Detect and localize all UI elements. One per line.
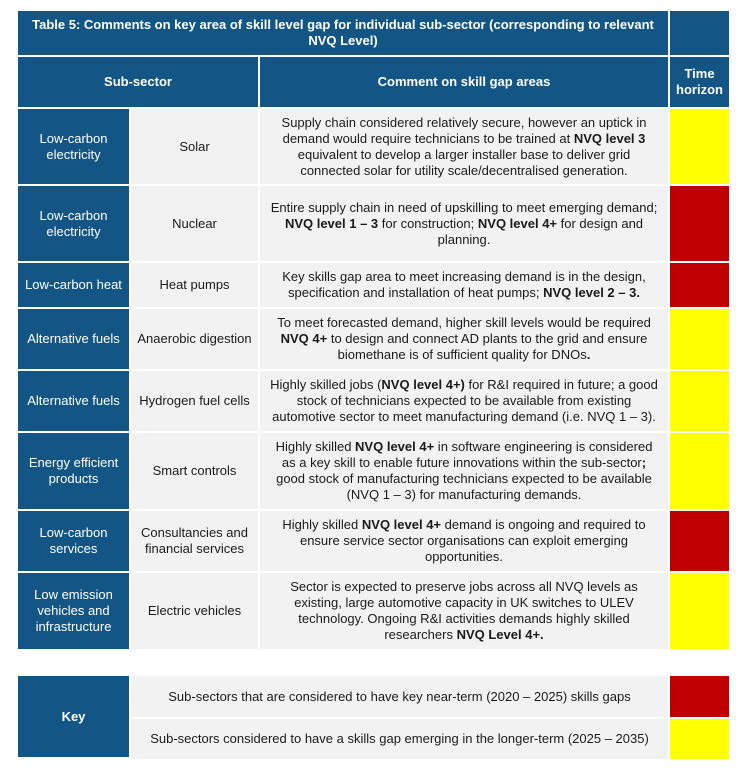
comment-text: for design and planning.	[437, 215, 644, 247]
comment-text: Highly skilled	[282, 517, 362, 532]
comment-text: Sector is expected to preserve jobs across all NVQ levels as existing, large automotive capacity in UK switches to ULEV technology. Ongoing R&I activities demands highly skilled researchers	[290, 579, 638, 642]
title-spacer	[668, 11, 729, 57]
time-horizon-yellow	[668, 109, 729, 186]
table-title-row	[18, 11, 729, 57]
comment-bold-text: NVQ 4+	[280, 331, 328, 346]
comment-bold-text: NVQ Level 4+.	[456, 627, 544, 642]
comment-text: Highly skilled	[275, 439, 356, 454]
time-horizon-yellow	[668, 433, 729, 511]
table-row	[18, 433, 729, 511]
comment-cell	[258, 511, 668, 573]
comment-text: to design and connect AD plants to the grid and ensure biomethane is of sufficient quality for DNOs	[327, 331, 648, 362]
sector-cell: Low emission vehicles and infrastructure	[18, 573, 129, 651]
comment-bold-text: .	[586, 347, 591, 362]
key-swatch-yellow	[668, 719, 729, 759]
key-table	[18, 676, 729, 759]
sector-cell: Alternative fuels	[18, 371, 129, 433]
sector-cell: Low-carbon electricity	[18, 186, 129, 263]
header-subsector: Sub-sector	[18, 57, 258, 109]
time-horizon-yellow	[668, 371, 729, 433]
comment-bold-text: NVQ level 2 – 3.	[543, 285, 640, 300]
comment-bold-text: NVQ level 4+	[361, 517, 442, 532]
time-horizon-red	[668, 263, 729, 309]
comment-text: for construction;	[378, 215, 478, 231]
comment-cell	[258, 309, 668, 371]
key-swatch-red	[668, 676, 729, 719]
skills-gap-table	[18, 11, 729, 651]
subsector-cell: Electric vehicles	[129, 573, 258, 651]
table-row	[18, 263, 729, 309]
comment-cell	[258, 109, 668, 186]
comment-bold-text: NVQ level 3	[573, 130, 646, 146]
sector-cell: Low-carbon heat	[18, 263, 129, 309]
comment-text: equivalent to develop a larger installer base to deliver grid connected solar for utility scale/decentralised generation.	[297, 146, 631, 178]
time-horizon-yellow	[668, 309, 729, 371]
time-horizon-yellow	[668, 573, 729, 651]
comment-bold-text: NVQ level 1 – 3	[284, 215, 379, 231]
sector-cell: Alternative fuels	[18, 309, 129, 371]
key-text-near-term: Sub-sectors that are considered to have key near-term (2020 – 2025) skills gaps	[129, 676, 668, 719]
table-row	[18, 573, 729, 651]
subsector-cell: Consultancies and financial services	[129, 511, 258, 573]
comment-text: Highly skilled jobs (	[270, 377, 382, 392]
comment-bold-text: ;	[641, 455, 647, 470]
header-comment: Comment on skill gap areas	[258, 57, 668, 109]
comment-text: for R&I required in future; a good stock of technicians expected to be available from existing automotive sector to meet manufacturing demand (i.e. NVQ 1 – 3).	[272, 377, 658, 424]
table-title: Table 5: Comments on key area of skill level gap for individual sub-sector (corresponding to relevant NVQ Level)	[18, 11, 668, 57]
table-row	[18, 109, 729, 186]
comment-text: in software engineering is considered as a key skill to enable future innovations within the sub-sector	[281, 439, 653, 470]
time-horizon-red	[668, 511, 729, 573]
comment-cell	[258, 573, 668, 651]
subsector-cell: Heat pumps	[129, 263, 258, 309]
comment-text: Supply chain considered relatively secure, however an uptick in demand would require technicians to be trained at	[281, 114, 647, 146]
comment-text: To meet forecasted demand, higher skill levels would be required	[277, 315, 651, 330]
comment-bold-text: NVQ level 4+)	[381, 377, 465, 392]
subsector-cell: Nuclear	[129, 186, 258, 263]
comment-text: good stock of manufacturing technicians expected to be available (NVQ 1 – 3) for manufacturing demands.	[276, 471, 652, 502]
comment-bold-text: NVQ level 4+	[477, 215, 558, 231]
sector-cell: Low-carbon electricity	[18, 109, 129, 186]
table-row	[18, 186, 729, 263]
comment-text: Entire supply chain in need of upskilling to meet emerging demand;	[270, 199, 658, 215]
subsector-cell: Solar	[129, 109, 258, 186]
comment-cell	[258, 433, 668, 511]
comment-cell	[258, 371, 668, 433]
comment-cell	[258, 186, 668, 263]
sector-cell: Low-carbon services	[18, 511, 129, 573]
comment-cell	[258, 263, 668, 309]
header-row	[18, 57, 729, 109]
subsector-cell: Smart controls	[129, 433, 258, 511]
sector-cell: Energy efficient products	[18, 433, 129, 511]
key-text-longer-term: Sub-sectors considered to have a skills gap emerging in the longer-term (2025 – 2035)	[129, 719, 668, 759]
key-label: Key	[18, 676, 129, 759]
comment-text: Key skills gap area to meet increasing demand is in the design, specification and installation of heat pumps;	[282, 269, 646, 300]
subsector-cell: Hydrogen fuel cells	[129, 371, 258, 433]
table-row	[18, 309, 729, 371]
table-row	[18, 371, 729, 433]
key-row	[18, 676, 729, 719]
comment-text: demand is ongoing and required to ensure service sector organisations can exploit emerging opportunities.	[299, 517, 646, 564]
header-time-horizon: Time horizon	[668, 57, 729, 109]
comment-bold-text: NVQ level 4+	[355, 439, 435, 454]
time-horizon-red	[668, 186, 729, 263]
subsector-cell: Anaerobic digestion	[129, 309, 258, 371]
table-row	[18, 511, 729, 573]
